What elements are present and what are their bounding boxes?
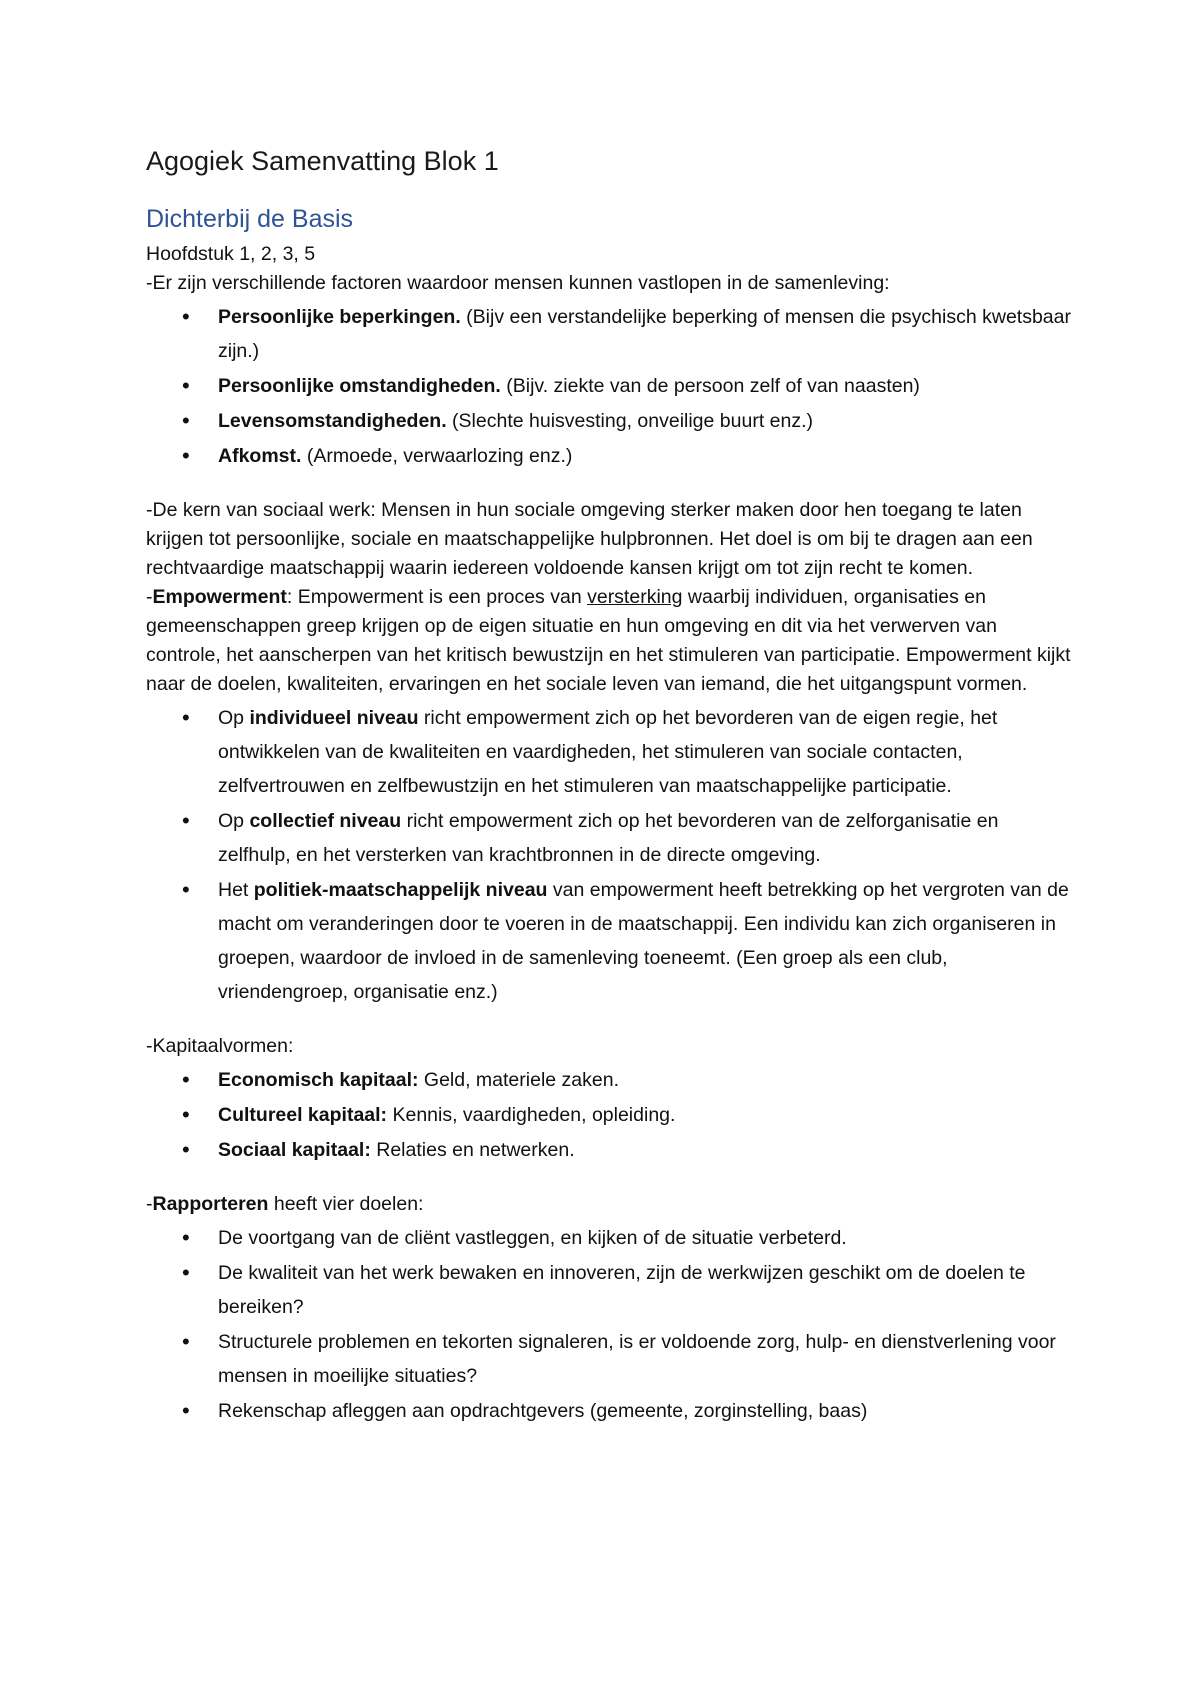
document-title: Agogiek Samenvatting Blok 1 (146, 146, 499, 176)
list-item: • Persoonlijke beperkingen. (Bijv een verstandelijke beperking of mensen die psychisch kwetsbaar zijn.) (146, 300, 1076, 368)
document-page (146, 146, 1076, 1429)
list-item: • Op collectief niveau richt empowerment zich op het bevorderen van de zelforganisatie en zelfhulp, en het versterken van krachtbronnen in de directe omgeving. (146, 804, 1076, 872)
kapitaal-list (146, 1063, 1076, 1167)
list-item: • Persoonlijke omstandigheden. (Bijv. ziekte van de persoon zelf of van naasten) (146, 369, 1076, 403)
list-item: • Sociaal kapitaal: Relaties en netwerken. (146, 1133, 1076, 1167)
kern-paragraph: -De kern van sociaal werk: Mensen in hun sociale omgeving sterker maken door hen toegang te laten krijgen tot persoonlijke, sociale en maatschappelijke hulpbronnen. Het doel is om bij te dragen aan een rechtvaardige maatschappij waarin iedereen voldoende kansen krijgt om tot zijn recht te komen. (146, 499, 1033, 579)
list-item: • Het politiek-maatschappelijk niveau van empowerment heeft betrekking op het vergroten van de macht om veranderingen door te voeren in de maatschappij. Een individu kan zich organiseren in groepen, waardoor de invloed in de samenleving toeneemt. (Een groep als een club, vriendengroep, organisatie enz.) (146, 873, 1076, 1009)
list-item: • Cultureel kapitaal: Kennis, vaardigheden, opleiding. (146, 1098, 1076, 1132)
list-item: • Rekenschap afleggen aan opdrachtgevers (gemeente, zorginstelling, baas) (146, 1394, 1076, 1428)
list-item: • Op individueel niveau richt empowerment zich op het bevorderen van de eigen regie, het ontwikkelen van de kwaliteiten en vaardigheden, het stimuleren van sociale contacten, zelfvertrouwen en zelfbewustzijn en het stimuleren van maatschappelijke participatie. (146, 701, 1076, 803)
list-item: • Levensomstandigheden. (Slechte huisvesting, onveilige buurt enz.) (146, 404, 1076, 438)
kapitaal-intro: -Kapitaalvormen: (146, 1035, 294, 1057)
empowerment-list (146, 701, 1076, 1009)
list-item: • Structurele problemen en tekorten signaleren, is er voldoende zorg, hulp- en dienstverlening voor mensen in moeilijke situaties? (146, 1325, 1076, 1393)
list-item: • De kwaliteit van het werk bewaken en innoveren, zijn de werkwijzen geschikt om de doelen te bereiken? (146, 1256, 1076, 1324)
rapporteren-list (146, 1221, 1076, 1428)
factors-list (146, 300, 1076, 473)
underlined-term: versterking (587, 586, 683, 608)
list-item: • De voortgang van de cliënt vastleggen, en kijken of de situatie verbeterd. (146, 1221, 1076, 1255)
factors-intro: -Er zijn verschillende factoren waardoor mensen kunnen vastlopen in de samenleving: (146, 272, 890, 294)
list-item: • Afkomst. (Armoede, verwaarlozing enz.) (146, 439, 1076, 473)
rapporteren-intro: -Rapporteren heeft vier doelen: (146, 1193, 424, 1215)
empowerment-paragraph: -Empowerment: Empowerment is een proces van versterking waarbij individuen, organisaties en gemeenschappen greep krijgen op de eigen situatie en hun omgeving en dit via het verwerven van controle, het aanscherpen van het kritisch bewustzijn en het stimuleren van participatie. Empowerment kijkt naar de doelen, kwaliteiten, ervaringen en het sociale leven van iemand, die het uitgangspunt vormen. (146, 586, 1071, 695)
list-item: • Economisch kapitaal: Geld, materiele zaken. (146, 1063, 1076, 1097)
section-heading: Dichterbij de Basis (146, 205, 354, 233)
chapters-line: Hoofdstuk 1, 2, 3, 5 (146, 243, 316, 265)
